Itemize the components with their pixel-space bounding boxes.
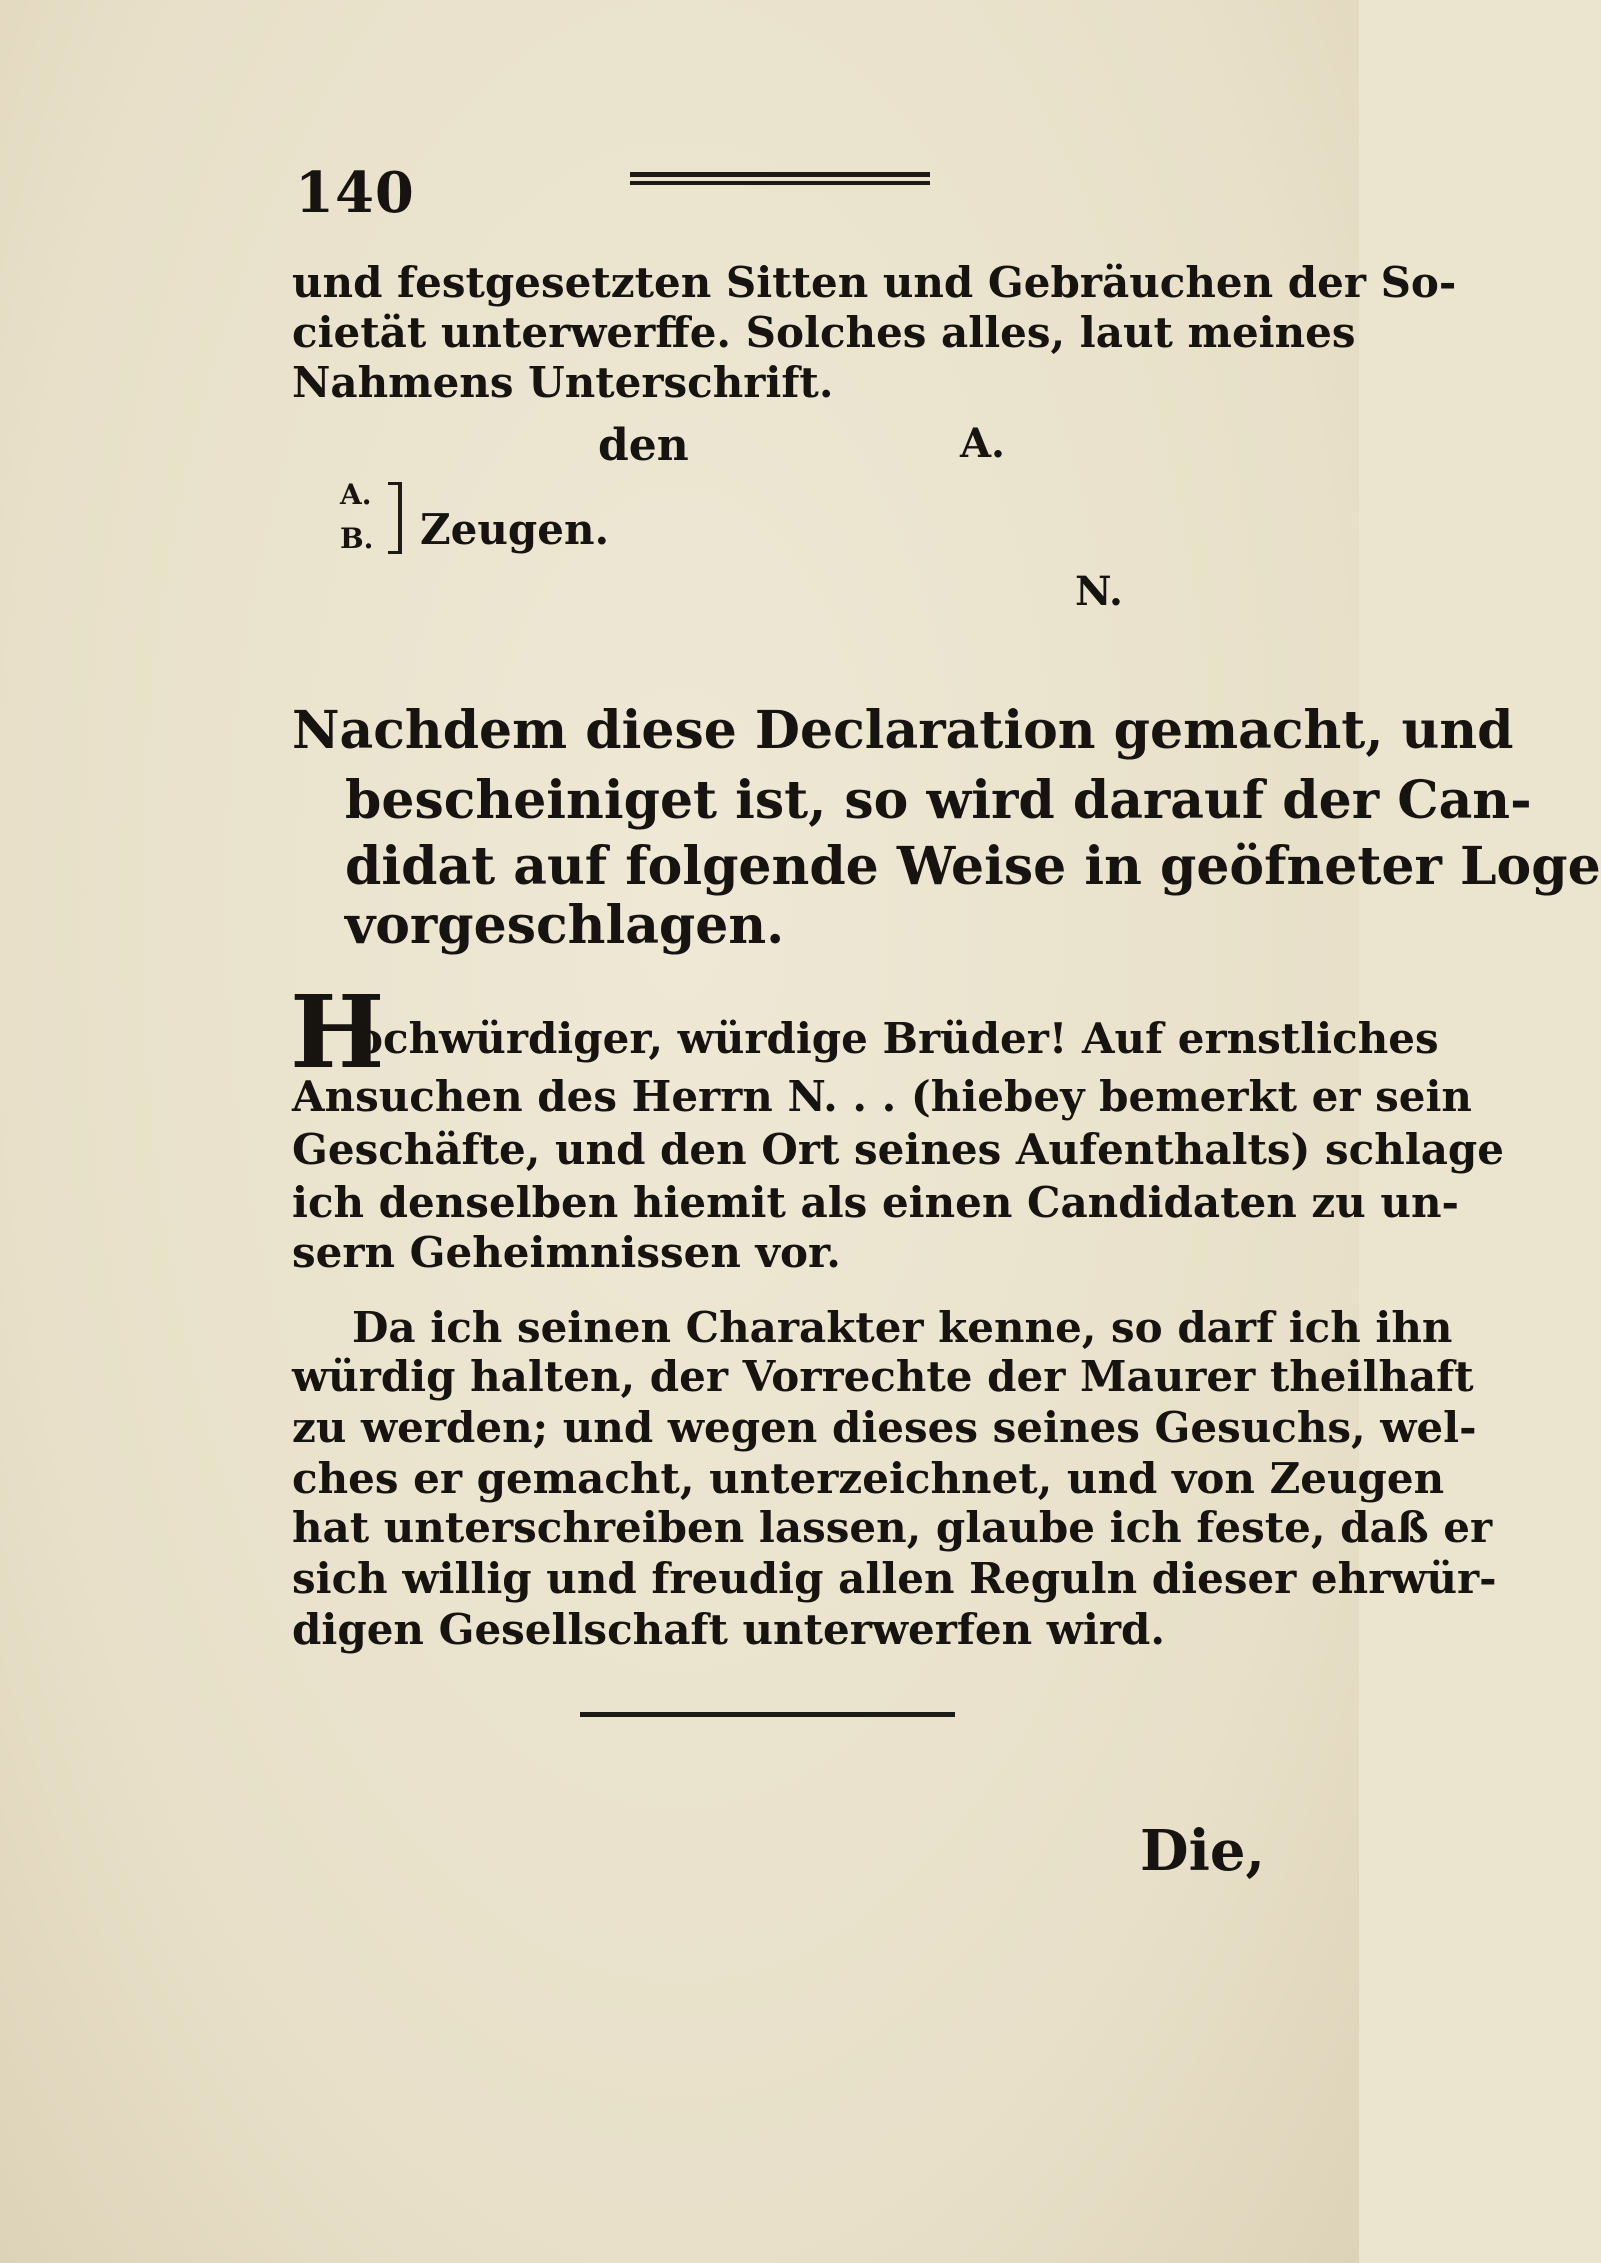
witness-a: A. (340, 478, 372, 511)
drop-cap: H (290, 973, 385, 1091)
text-line: würdig halten, der Vorrechte der Maurer theilhaft (292, 1352, 1474, 1401)
text-line: Da ich seinen Charakter kenne, so darf ich ihn (352, 1303, 1453, 1352)
text-line: Ansuchen des Herrn N. . . (hiebey bemerkt er sein (292, 1072, 1472, 1121)
header-rule-bottom (630, 181, 930, 185)
page-number: 140 (295, 160, 415, 226)
witness-label: Zeugen. (420, 505, 610, 554)
witness-b: B. (340, 522, 374, 555)
text-line: bescheiniget ist, so wird darauf der Can- (345, 770, 1532, 831)
text-line: zu werden; und wegen dieses seines Gesuchs, wel- (292, 1403, 1477, 1452)
signature-a: A. (960, 420, 1005, 467)
section-divider (580, 1712, 955, 1717)
text-line: digen Gesellschaft unterwerfen wird. (292, 1605, 1165, 1654)
text-line: Nahmens Unterschrift. (292, 358, 834, 407)
text-line: didat auf folgende Weise in geöfneter Loge (345, 836, 1601, 897)
text-line: sern Geheimnissen vor. (292, 1228, 841, 1277)
catchword: Die, (1140, 1818, 1265, 1884)
signature-n: N. (1075, 568, 1123, 615)
text-line: ochwürdiger, würdige Brüder! Auf ernstliches (355, 1014, 1439, 1063)
text-line: cietät unterwerffe. Solches alles, laut meines (292, 308, 1356, 357)
signature-den: den (598, 420, 689, 471)
text-line: ich denselben hiemit als einen Candidaten zu un- (292, 1178, 1459, 1227)
text-line: hat unterschreiben lassen, glaube ich feste, daß er (292, 1503, 1493, 1552)
text-line: und festgesetzten Sitten und Gebräuchen der So- (292, 258, 1457, 307)
text-line: Geschäfte, und den Ort seines Aufenthalts) schlage (292, 1125, 1504, 1174)
witness-bracket (388, 482, 402, 554)
text-line: ches er gemacht, unterzeichnet, und von Zeugen (292, 1454, 1445, 1503)
text-line: sich willig und freudig allen Reguln dieser ehrwür- (292, 1554, 1497, 1603)
text-line: Nachdem diese Declaration gemacht, und (292, 700, 1514, 761)
header-rule (630, 172, 930, 188)
text-line: vorgeschlagen. (345, 895, 785, 956)
header-rule-top (630, 172, 930, 177)
